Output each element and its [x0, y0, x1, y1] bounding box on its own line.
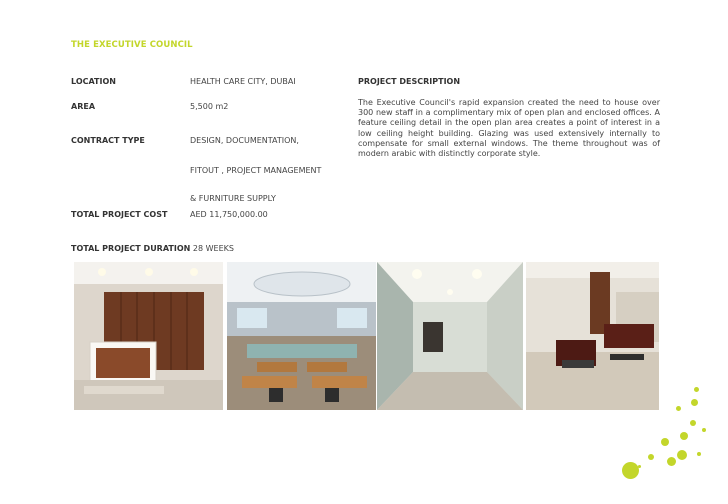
- area-value: 5,500 m2: [190, 102, 229, 111]
- location-value: HEALTH CARE CITY, DUBAI: [190, 77, 296, 86]
- project-description-heading: PROJECT DESCRIPTION: [358, 77, 461, 86]
- project-title: THE EXECUTIVE COUNCIL: [71, 40, 193, 50]
- total-cost-value: AED 11,750,000.00: [190, 210, 268, 219]
- reception-desk-photo: [74, 262, 223, 410]
- total-duration-value: 28 WEEKS: [192, 244, 234, 253]
- contract-type-value-1: DESIGN, DOCUMENTATION,: [190, 136, 299, 145]
- area-label: AREA: [71, 102, 96, 111]
- total-cost-label: TOTAL PROJECT COST: [71, 210, 168, 219]
- total-duration-label: TOTAL PROJECT DURATION: [71, 244, 191, 253]
- contract-type-label: CONTRACT TYPE: [71, 136, 145, 145]
- glazed-corridor-photo: [377, 262, 523, 410]
- lounge-seating-photo: [526, 262, 659, 410]
- open-plan-office-photo: [227, 262, 376, 410]
- project-description-text: The Executive Council's rapid expansion created the need to house over 300 new staff in a complimentary mix of open plan and enclosed offices. A feature ceiling detail in the open plan area creates a point of interest in a low ceiling height building. Glazing was used extensively internally to compensate for small external windows. The theme throughout was of modern arabic with distinctly corporate style.: [358, 98, 660, 159]
- location-label: LOCATION: [71, 77, 116, 86]
- contract-type-value-3: & FURNITURE SUPPLY: [190, 194, 276, 203]
- contract-type-value-2: FITOUT , PROJECT MANAGEMENT: [190, 166, 322, 175]
